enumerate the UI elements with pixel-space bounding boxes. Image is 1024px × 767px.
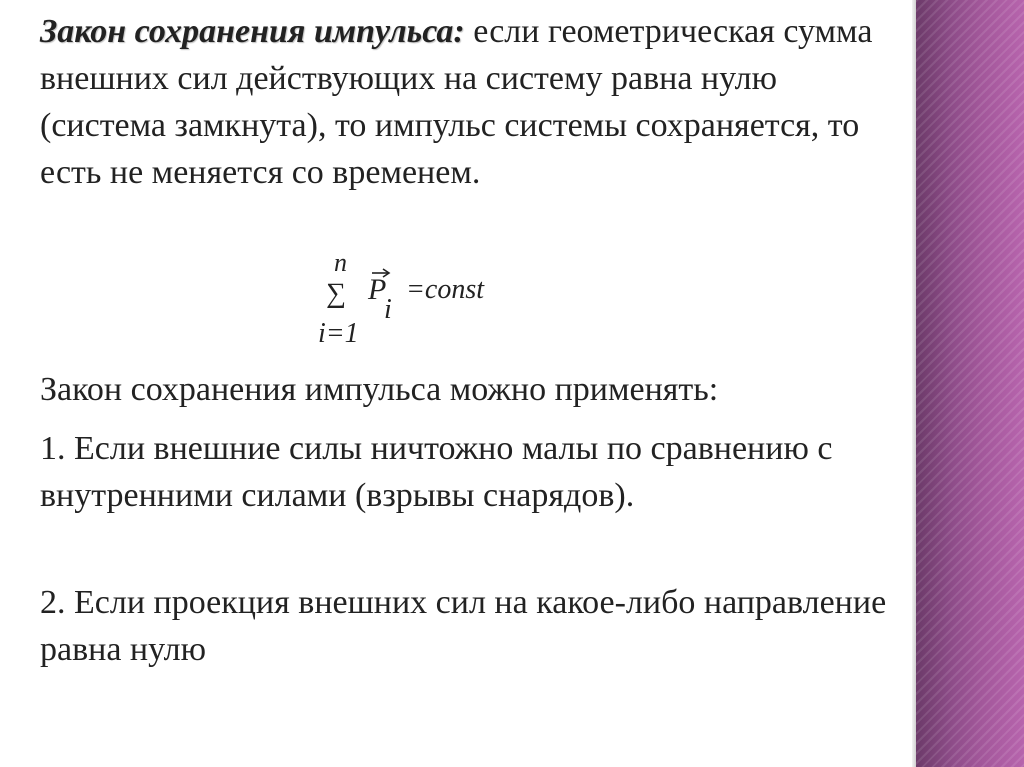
formula-variable: P bbox=[368, 273, 387, 306]
band-stripe-pattern bbox=[916, 0, 1024, 767]
applicability-intro: Закон сохранения импульса можно применять: bbox=[40, 371, 719, 408]
law-title: Закон сохранения импульса: bbox=[40, 13, 465, 50]
applicability-item-2: 2. Если проекция внешних сил на какое-либо направление равна нулю bbox=[40, 584, 887, 668]
applicability-item-1: 1. Если внешние силы ничтожно малы по сравнению с внутренними силами (взрывы снарядов). bbox=[40, 430, 833, 514]
decorative-side-band bbox=[916, 0, 1024, 767]
formula-lower-limit: i=1 bbox=[318, 318, 359, 349]
conservation-formula bbox=[310, 248, 570, 358]
law-text: если геометрическая сумма внешних сил действующих на систему равна нулю (система замкнута), то импульс системы сохраняется, то есть не меняется со временем. bbox=[40, 13, 873, 191]
law-definition bbox=[40, 8, 900, 196]
formula-rhs: =const bbox=[406, 274, 484, 305]
formula-sum-symbol: ∑ bbox=[326, 278, 346, 309]
formula-upper-limit: n bbox=[334, 248, 347, 277]
formula-subscript: i bbox=[384, 294, 392, 325]
